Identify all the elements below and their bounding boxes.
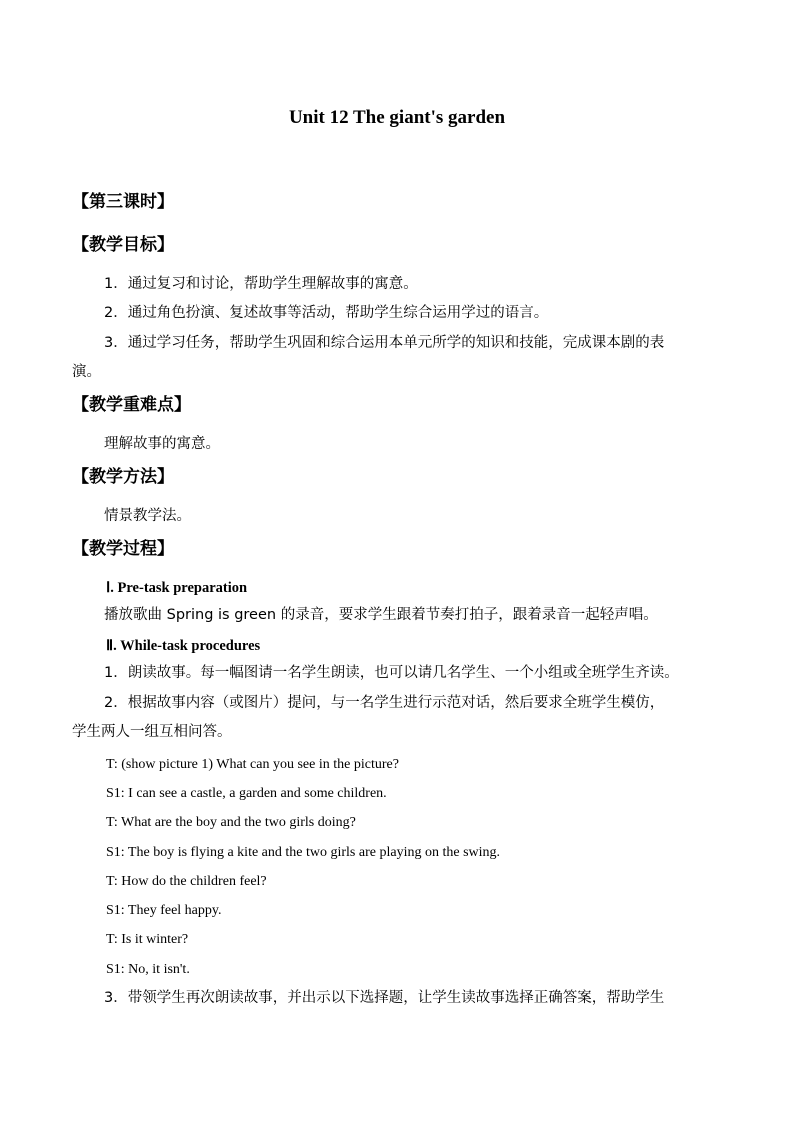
step-2-text-continued: 学生两人一组互相问答。 bbox=[72, 724, 232, 740]
objectives-heading: 【教学目标】 bbox=[72, 235, 174, 255]
pre-task-title: Ⅰ. Pre-task preparation bbox=[106, 580, 248, 596]
objective-item-3: 3．通过学习任务，帮助学生巩固和综合运用本单元所学的知识和技能，完成课本剧的表 bbox=[104, 335, 665, 351]
objective-item-1: 1．通过复习和讨论，帮助学生理解故事的寓意。 bbox=[104, 276, 418, 292]
dialogue-line: S1: I can see a castle, a garden and some children. bbox=[106, 786, 387, 801]
dialogue-line: T: What are the boy and the two girls doing? bbox=[106, 815, 356, 830]
while-task-title: Ⅱ. While-task procedures bbox=[106, 638, 261, 654]
dialogue-line: T: (show picture 1) What can you see in the picture? bbox=[106, 757, 399, 772]
methods-heading: 【教学方法】 bbox=[72, 467, 174, 487]
document-title: Unit 12 The giant's garden bbox=[288, 107, 506, 128]
dialogue-line: S1: They feel happy. bbox=[106, 903, 222, 918]
key-points-heading: 【教学重难点】 bbox=[72, 395, 191, 415]
process-heading: 【教学过程】 bbox=[72, 539, 174, 559]
step-1-text: 1．朗读故事。每一幅图请一名学生朗读，也可以请几名学生、一个小组或全班学生齐读。 bbox=[104, 665, 679, 681]
dialogue-line: T: How do the children feel? bbox=[106, 874, 267, 889]
pre-task-text: 播放歌曲 Spring is green 的录音，要求学生跟着节奏打拍子，跟着录音一起轻声唱。 bbox=[104, 607, 658, 623]
dialogue-line: T: Is it winter? bbox=[106, 932, 189, 947]
step-2-text: 2．根据故事内容（或图片）提问，与一名学生进行示范对话，然后要求全班学生模仿， bbox=[104, 695, 665, 711]
dialogue-line: S1: The boy is flying a kite and the two girls are playing on the swing. bbox=[106, 845, 501, 860]
lesson-heading: 【第三课时】 bbox=[72, 192, 174, 212]
key-points-text: 理解故事的寓意。 bbox=[104, 436, 220, 452]
dialogue-line: S1: No, it isn't. bbox=[106, 962, 190, 977]
methods-text: 情景教学法。 bbox=[104, 508, 191, 524]
objective-item-3-continued: 演。 bbox=[72, 364, 101, 380]
step-3-text: 3．带领学生再次朗读故事，并出示以下选择题，让学生读故事选择正确答案，帮助学生 bbox=[104, 990, 665, 1006]
objective-item-2: 2．通过角色扮演、复述故事等活动，帮助学生综合运用学过的语言。 bbox=[104, 305, 549, 321]
